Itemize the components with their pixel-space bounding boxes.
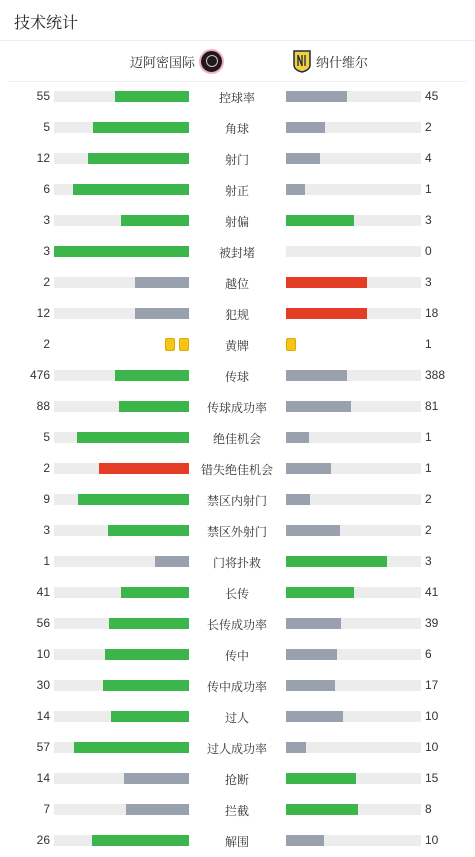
stat-row <box>0 608 475 639</box>
away-stat-value: 10 <box>425 740 439 754</box>
yellow-card-icon <box>165 338 175 351</box>
stat-row <box>0 422 475 453</box>
stat-row <box>0 329 475 360</box>
away-stat-bar <box>286 122 421 133</box>
stat-row <box>0 143 475 174</box>
away-stat-bar-fill <box>286 370 347 381</box>
away-stat-bar-fill <box>286 463 331 474</box>
away-stat-value: 17 <box>425 678 439 692</box>
home-stat-value: 56 <box>36 616 50 630</box>
away-stat-bar-fill <box>286 711 343 722</box>
away-stat-bar-fill <box>286 525 340 536</box>
away-stat-bar <box>286 680 421 691</box>
home-team[interactable] <box>130 48 224 74</box>
stat-label: 射偏 <box>224 215 249 229</box>
home-stat-bar-fill <box>119 401 189 412</box>
home-stat-bar <box>54 494 189 505</box>
away-stat-bar-fill <box>286 649 337 660</box>
stat-label: 传中成功率 <box>206 680 267 694</box>
stat-label: 过人 <box>224 711 249 725</box>
away-stat-bar-fill <box>286 432 309 443</box>
home-stat-bar <box>54 246 189 257</box>
away-stat-value: 3 <box>425 554 432 568</box>
home-stat-bar-fill <box>74 742 189 753</box>
away-stat-bar-fill <box>286 773 356 784</box>
away-stat-bar-fill <box>286 277 367 288</box>
home-stat-bar <box>54 91 189 102</box>
stat-row <box>0 639 475 670</box>
away-stat-bar <box>286 525 421 536</box>
stat-row <box>0 298 475 329</box>
home-stat-bar <box>54 804 189 815</box>
away-stat-bar-fill <box>286 680 335 691</box>
stat-row <box>0 205 475 236</box>
away-stat-bar <box>286 835 421 846</box>
away-stat-value: 388 <box>425 368 446 382</box>
away-stat-value: 0 <box>425 244 432 258</box>
stat-label: 传中 <box>224 649 249 663</box>
away-stat-bar <box>286 804 421 815</box>
home-team-logo-icon <box>199 49 224 74</box>
away-stat-bar <box>286 91 421 102</box>
away-stat-bar <box>286 184 421 195</box>
home-stat-value: 12 <box>36 306 50 320</box>
home-stat-value: 14 <box>36 709 50 723</box>
away-stat-bar-fill <box>286 742 306 753</box>
away-stat-value: 10 <box>425 833 439 847</box>
home-stat-bar <box>54 649 189 660</box>
away-stat-value: 4 <box>425 151 432 165</box>
home-stat-value: 3 <box>43 244 50 258</box>
away-stat-bar <box>286 494 421 505</box>
home-stat-bar <box>54 618 189 629</box>
stat-row <box>0 577 475 608</box>
home-stat-bar-fill <box>73 184 189 195</box>
away-stat-bar <box>286 401 421 412</box>
away-stat-bar <box>286 246 421 257</box>
away-stat-bar-fill <box>286 308 367 319</box>
home-stat-value: 476 <box>29 368 50 382</box>
stat-label: 解围 <box>224 835 249 849</box>
home-stat-bar <box>54 432 189 443</box>
stat-row <box>0 732 475 763</box>
home-stat-value: 2 <box>43 461 50 475</box>
home-yellow-cards <box>54 338 189 351</box>
stat-row <box>0 701 475 732</box>
away-stat-bar <box>286 618 421 629</box>
home-stat-bar <box>54 401 189 412</box>
stat-label: 传球 <box>224 370 249 384</box>
stat-label: 拦截 <box>224 804 249 818</box>
stat-label: 绝佳机会 <box>212 432 261 446</box>
away-stat-bar <box>286 215 421 226</box>
home-stat-bar <box>54 680 189 691</box>
away-stat-bar <box>286 463 421 474</box>
home-stat-bar-fill <box>135 308 189 319</box>
teams-header <box>8 41 467 82</box>
stat-row <box>0 484 475 515</box>
stat-label: 禁区内射门 <box>206 494 267 508</box>
home-stat-bar-fill <box>126 804 189 815</box>
home-stat-bar <box>54 525 189 536</box>
home-stat-bar-fill <box>115 370 189 381</box>
stat-row <box>0 81 475 112</box>
home-stat-bar <box>54 370 189 381</box>
home-stat-bar <box>54 773 189 784</box>
home-stat-value: 6 <box>43 182 50 196</box>
home-stat-bar <box>54 711 189 722</box>
home-stat-bar <box>54 122 189 133</box>
away-stat-value: 3 <box>425 213 432 227</box>
stat-label: 越位 <box>224 277 249 291</box>
away-stat-bar <box>286 711 421 722</box>
stat-label: 长传 <box>224 587 249 601</box>
away-stat-value: 10 <box>425 709 439 723</box>
home-stat-bar-fill <box>77 432 189 443</box>
stat-row <box>0 670 475 701</box>
home-stat-bar-fill <box>54 246 189 257</box>
home-stat-value: 3 <box>43 523 50 537</box>
home-stat-value: 10 <box>36 647 50 661</box>
stat-label: 禁区外射门 <box>206 525 267 539</box>
away-stat-value: 2 <box>425 120 432 134</box>
home-stat-bar <box>54 215 189 226</box>
stat-label: 传球成功率 <box>206 401 267 415</box>
away-stat-bar <box>286 556 421 567</box>
stat-label: 控球率 <box>218 91 255 105</box>
stat-row <box>0 391 475 422</box>
away-stat-value: 8 <box>425 802 432 816</box>
stat-row <box>0 825 475 856</box>
home-stat-bar <box>54 556 189 567</box>
home-stat-bar <box>54 308 189 319</box>
away-stat-value: 45 <box>425 89 439 103</box>
home-stat-value: 14 <box>36 771 50 785</box>
home-stat-bar-fill <box>93 122 189 133</box>
home-stat-bar <box>54 463 189 474</box>
away-stat-bar-fill <box>286 401 351 412</box>
home-stat-value: 9 <box>43 492 50 506</box>
home-stat-bar-fill <box>115 91 189 102</box>
yellow-card-icon <box>179 338 189 351</box>
home-stat-bar <box>54 153 189 164</box>
stat-label: 被封堵 <box>218 246 255 260</box>
stat-label: 射门 <box>224 153 249 167</box>
stat-label: 射正 <box>224 184 249 198</box>
home-stat-value: 5 <box>43 120 50 134</box>
away-stat-value: 18 <box>425 306 439 320</box>
page-title: 技术统计 <box>14 15 79 32</box>
home-stat-bar-fill <box>103 680 189 691</box>
stat-label: 错失绝佳机会 <box>200 463 273 477</box>
home-stat-value: 2 <box>43 337 50 351</box>
home-stat-value: 5 <box>43 430 50 444</box>
stat-row <box>0 794 475 825</box>
away-stat-bar-fill <box>286 804 358 815</box>
home-stat-bar-fill <box>121 587 189 598</box>
away-stat-value: 1 <box>425 337 432 351</box>
away-team-logo-icon <box>292 48 312 74</box>
away-team-name: 纳什维尔 <box>316 54 369 70</box>
away-stat-bar <box>286 773 421 784</box>
away-stat-value: 41 <box>425 585 439 599</box>
stat-row <box>0 515 475 546</box>
home-stat-value: 30 <box>36 678 50 692</box>
home-stat-bar <box>54 835 189 846</box>
away-stat-bar-fill <box>286 91 347 102</box>
stat-label: 门将扑救 <box>212 556 261 570</box>
home-stat-bar <box>54 587 189 598</box>
home-stat-bar-fill <box>111 711 189 722</box>
away-stat-bar <box>286 742 421 753</box>
stat-row <box>0 546 475 577</box>
home-stat-value: 26 <box>36 833 50 847</box>
away-stat-bar <box>286 587 421 598</box>
home-stat-value: 7 <box>43 802 50 816</box>
away-stat-bar <box>286 649 421 660</box>
away-stat-bar-fill <box>286 835 324 846</box>
stat-row <box>0 174 475 205</box>
home-stat-bar <box>54 184 189 195</box>
home-stat-bar-fill <box>78 494 189 505</box>
away-stat-bar-fill <box>286 122 325 133</box>
stat-label: 黄牌 <box>224 339 249 353</box>
stat-label: 犯规 <box>224 308 249 322</box>
away-stat-value: 39 <box>425 616 439 630</box>
away-stat-bar <box>286 370 421 381</box>
home-stat-bar-fill <box>99 463 189 474</box>
home-stat-value: 55 <box>36 89 50 103</box>
home-stat-bar-fill <box>109 618 189 629</box>
away-stat-value: 6 <box>425 647 432 661</box>
home-stat-bar <box>54 277 189 288</box>
home-stat-value: 88 <box>36 399 50 413</box>
home-stat-value: 12 <box>36 151 50 165</box>
home-stat-value: 1 <box>43 554 50 568</box>
home-stat-bar-fill <box>108 525 189 536</box>
home-stat-bar-fill <box>135 277 189 288</box>
yellow-card-icon <box>286 338 296 351</box>
home-stat-bar <box>54 742 189 753</box>
home-stat-bar-fill <box>88 153 189 164</box>
away-stat-value: 1 <box>425 461 432 475</box>
home-team-name: 迈阿密国际 <box>129 54 195 70</box>
stat-label: 过人成功率 <box>206 742 267 756</box>
stat-row <box>0 267 475 298</box>
stat-row <box>0 360 475 391</box>
stat-row <box>0 236 475 267</box>
away-stat-bar-fill <box>286 556 387 567</box>
home-stat-bar-fill <box>105 649 189 660</box>
away-stat-bar <box>286 153 421 164</box>
stat-row <box>0 763 475 794</box>
away-stat-value: 2 <box>425 523 432 537</box>
home-stat-value: 2 <box>43 275 50 289</box>
home-stat-value: 57 <box>36 740 50 754</box>
home-stat-bar-fill <box>124 773 189 784</box>
stat-row <box>0 453 475 484</box>
stat-label: 抢断 <box>224 773 249 787</box>
away-stat-bar-fill <box>286 494 310 505</box>
away-team[interactable] <box>292 48 368 74</box>
home-stat-value: 41 <box>36 585 50 599</box>
away-stat-bar <box>286 277 421 288</box>
stat-label: 长传成功率 <box>206 618 267 632</box>
home-stat-bar-fill <box>92 835 189 846</box>
home-stat-bar-fill <box>121 215 189 226</box>
away-yellow-cards <box>286 338 421 351</box>
away-stat-value: 1 <box>425 182 432 196</box>
away-stat-value: 2 <box>425 492 432 506</box>
stat-label: 角球 <box>224 122 249 136</box>
away-stat-bar-fill <box>286 618 341 629</box>
home-stat-bar-fill <box>155 556 189 567</box>
away-stat-value: 15 <box>425 771 439 785</box>
stat-row <box>0 112 475 143</box>
away-stat-bar <box>286 308 421 319</box>
away-stat-value: 1 <box>425 430 432 444</box>
away-stat-value: 81 <box>425 399 439 413</box>
away-stat-bar-fill <box>286 587 354 598</box>
away-stat-bar <box>286 432 421 443</box>
away-stat-value: 3 <box>425 275 432 289</box>
home-stat-value: 3 <box>43 213 50 227</box>
away-stat-bar-fill <box>286 153 320 164</box>
away-stat-bar-fill <box>286 215 354 226</box>
away-stat-bar-fill <box>286 184 305 195</box>
